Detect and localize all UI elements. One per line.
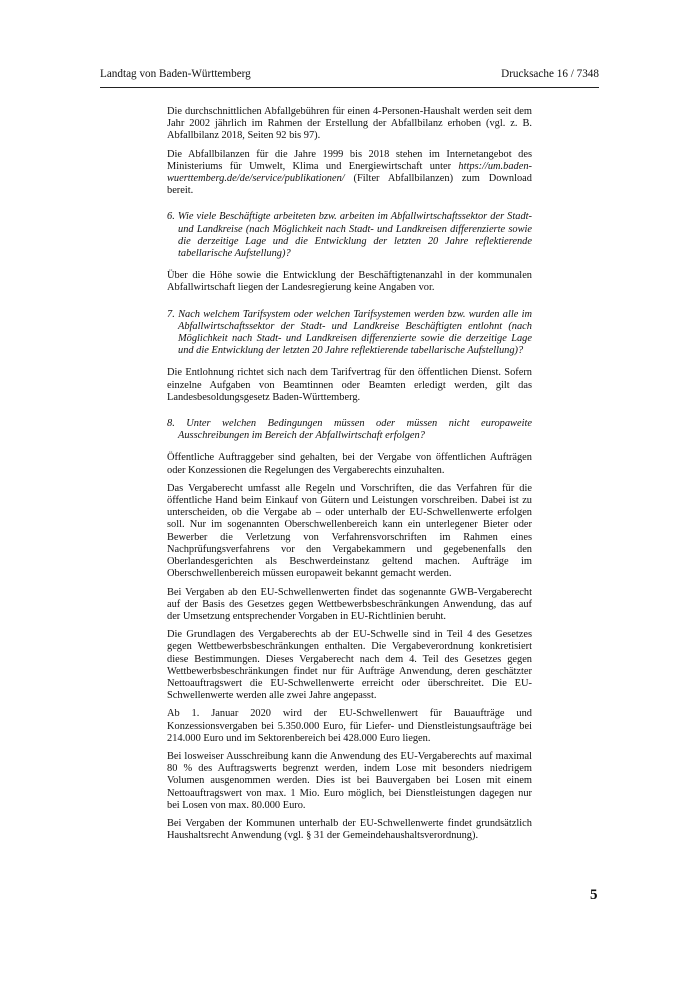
answer-text: Die Abfallbilanzen für die Jahre 1999 bis 2018 stehen im Internetangebot des Ministeriums für Umwelt, Klima und Energiewirtschaft unter [167, 148, 532, 172]
answer-8-paragraph-5: Ab 1. Januar 2020 wird der EU-Schwellenwert für Bauaufträge und Konzessionsvergaben bei 5.350.000 Euro, für Liefer- und Dienstleistungsaufträge bei 214.000 Euro und im Sektorenbereich bei 428.000 Euro liegen. [167, 708, 532, 744]
question-6: 6. Wie viele Beschäftigte arbeiteten bzw. arbeiten im Abfallwirtschaftssektor der Stadt- und Landkreise (nach Möglichkeit nach Stadt- und Landkreisen differenzierte sowie die derzeitige Lage und die Entwicklung der letzten 20 Jahre reflektierende tabellarische Aufstellung)? [167, 211, 532, 260]
answer-paragraph: Die durchschnittlichen Abfallgebühren für einen 4-Personen-Haushalt werden seit dem Jahr 2002 jährlich im Rahmen der Erstellung der Abfallbilanz erhoben (vgl. z. B. Abfallbilanz 2018, Seiten 92 bis 97). [167, 106, 532, 142]
url-link[interactable]: https://um.baden-wuerttemberg.de/de/service/publikationen/ [167, 160, 532, 185]
answer-7: Die Entlohnung richtet sich nach dem Tarifvertrag für den öffentlichen Dienst. Sofern einzelne Aufgaben von Beamtinnen oder Beamten erledigt werden, gilt das Landesbesoldungsgesetz Baden-Württemberg. [167, 367, 532, 403]
answer-8-paragraph-1: Öffentliche Auftraggeber sind gehalten, bei der Vergabe von öffentlichen Aufträgen oder Konzessionen die Regelungen des Vergaberechts einzuhalten. [167, 452, 532, 476]
page-number: 5 [590, 887, 598, 903]
header-document-number: Drucksache 16 / 7348 [501, 68, 599, 80]
answer-6: Über die Höhe sowie die Entwicklung der Beschäftigtenanzahl in der kommunalen Abfallwirtschaft liegen der Landesregierung keine Angaben vor. [167, 270, 532, 294]
question-8: 8. Unter welchen Bedingungen müssen oder müssen nicht europaweite Ausschreibungen im Bereich der Abfallwirtschaft erfolgen? [167, 418, 532, 442]
answer-8-paragraph-6: Bei losweiser Ausschreibung kann die Anwendung des EU-Vergaberechts auf maximal 80 % des Auftragswerts begrenzt werden, indem Lose mit besonders niedrigem Volumen ausgenommen werden. Dies ist bei Bauvergaben bei Losen mit einem Nettoauftragswert von max. 1 Mio. Euro möglich, bei Dienstleistungen dagegen nur bei Losen von max. 80.000 Euro. [167, 750, 532, 811]
page-body [167, 106, 532, 848]
running-header [100, 67, 599, 88]
header-parliament-name: Landtag von Baden-Württemberg [100, 68, 251, 80]
answer-paragraph [167, 149, 532, 198]
answer-8-paragraph-7: Bei Vergaben der Kommunen unterhalb der EU-Schwellenwerte findet grundsätzlich Haushaltsrecht Anwendung (vgl. § 31 der Gemeindehaushaltsverordnung). [167, 817, 532, 842]
question-7: 7. Nach welchem Tarifsystem oder welchen Tarifsystemen werden bzw. wurden alle im Abfallwirtschaftssektor der Stadt- und Landkreise Beschäftigten entlohnt (nach Möglichkeit nach Stadt- und Landkreisen differenzierte sowie die derzeitige Lage und die Entwicklung der letzten 20 Jahre reflektierende tabellarische Aufstellung)? [167, 308, 532, 357]
answer-8-paragraph-4: Die Grundlagen des Vergaberechts ab der EU-Schwelle sind in Teil 4 des Gesetzes gegen Wettbewerbsbeschränkungen enthalten. Die Vergabeverordnung konkretisiert diese Bestimmungen. Dieses Vergaberecht nach dem 4. Teil des Gesetzes gegen Wettbewerbsbeschränkungen findet nur für Aufträge Anwendung, deren geschätzter Nettoauftragswert die EU-Schwellenwerte erreicht oder überschreitet. Die EU-Schwellenwerte werden alle zwei Jahre angepasst. [167, 629, 532, 702]
answer-8-paragraph-2: Das Vergaberecht umfasst alle Regeln und Vorschriften, die das Verfahren für die öffentliche Hand beim Einkauf von Gütern und Leistungen vorschreiben. Dabei ist zu unterscheiden, ob die Vergabe ab – oder unterhalb der EU-Schwellenwerte erfolgen soll. Nur im sogenannten Oberschwellenbereich kann ein unterlegener Bieter oder Bewerber die Verletzung von Verfahrensvorschriften im Rahmen eines Nachprüfungsverfahrens vor den Vergabekammern und gegebenenfalls den Oberlandesgerichten als Beschwerdeinstanz geltend machen. Aufträge im Oberschwellenbereich müssen europaweit bekannt gemacht werden. [167, 482, 532, 580]
answer-8-paragraph-3: Bei Vergaben ab den EU-Schwellenwerten findet das sogenannte GWB-Vergaberecht auf der Basis des Gesetzes gegen Wettbewerbsbeschränkungen Anwendung, das auf der Umsetzung entsprechender Vorgaben in EU-Richtlinien beruht. [167, 586, 532, 622]
answer-text: (Filter Abfallbilanzen) zum Download bereit. [167, 173, 532, 197]
